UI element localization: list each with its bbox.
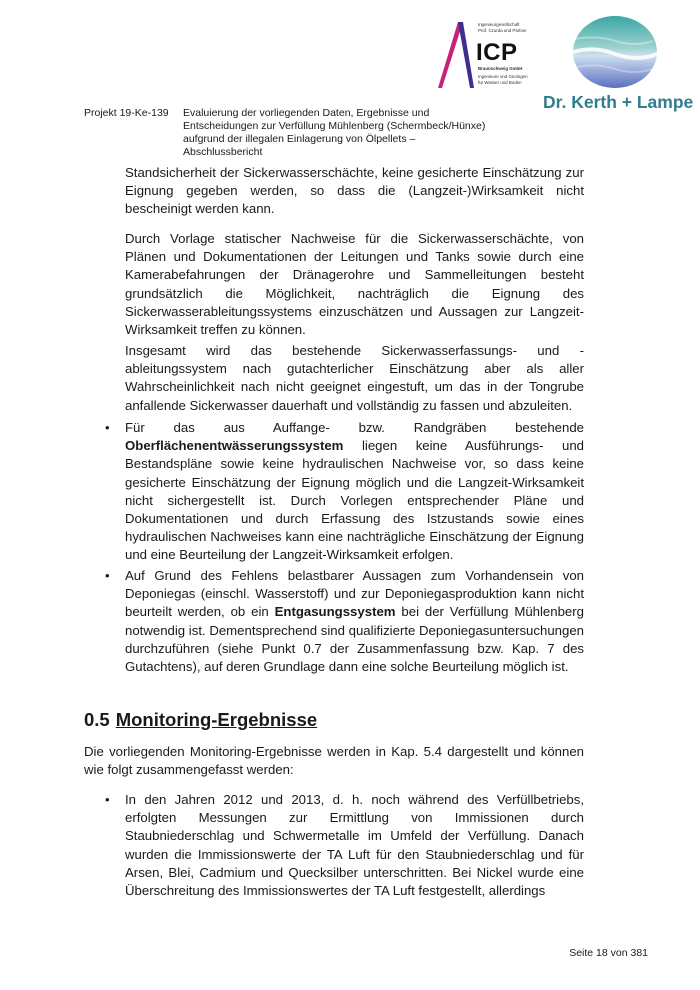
kerth-lampe-logo-mark [541,14,689,90]
icp-logo-top-line-1: Ingenieurgesellschaft [478,22,520,27]
paragraph-nachweise: Durch Vorlage statischer Nachweise für die Sickerwasserschächte, von Plänen und Dokumentationen der Leitungen und Tanks sowie durch eine Kamerabefahrungen der Dränagerohre und Sammelleitungen besteht grundsätzlich die Möglichkeit, nachträglich die Eignung des Sickerwasserableitungssystems einzuschätzen und Aussagen zur Langzeit-Wirksamkeit treffen zu können. [125,231,584,338]
section-heading [84,708,317,732]
icp-logo-bottom-line-1: Ingenieure und Geologen [478,74,528,79]
bullet1-text-after: liegen keine Ausführungs- und Bestandspläne sowie keine hydraulischen Nachweise vor, so dass keine gesicherte Einschätzung der Eignung möglich und die Langzeit-Wirksamkeit nicht sichergestellt ist. Durch Vorlegen entsprechender Pläne und Dokumentationen und durch Erfassung des Istzustands sowie eines hydraulischen Nachweises kann eine nachträgliche Einschätzung der Eignung und eine Beurteilung der Langzeit-Wirksamkeit erfolgen. [125,438,584,563]
bullet1-text-before: Für das aus Auffange- bzw. Randgräben bestehende [125,420,584,435]
bullet2-text-after: bei der Verfüllung Mühlenberg notwendig ist. Dementsprechend sind qualifizierte Deponiegasuntersuchungen durchzuführen (siehe Punkt 0.7 der Zusammenfassung bzw. Kap. 7 des Gutachtens), auf deren Grundlage dann eine solche Beurteilung möglich ist. [125,604,584,675]
header-description: Evaluierung der vorliegenden Daten, Ergebnisse und Entscheidungen zur Verfüllung Mühlenberg (Schermbeck/Hünxe) aufgrund der illegalen Einlagerung von Ölpellets – Abschlussbericht [183,107,486,158]
section-number: 0.5 [84,709,110,730]
icp-logo-brand: ICP [476,39,518,66]
bullet-marker-1: • [105,420,110,435]
bullet-marker-2: • [105,568,110,583]
icp-logo-bottom-line-2: für Wasser und Boden [478,80,522,85]
paragraph-standsicherheit: Standsicherheit der Sickerwasserschächte, keine gesicherte Einschätzung zur Eignung gegeben werden, so dass die (Langzeit-)Wirksamkeit nicht bescheinigt werden kann. [125,165,584,217]
bullet-oberflaechenentwaesserung [125,419,584,565]
page-number: Seite 18 von 381 [569,947,648,959]
paragraph-insgesamt: Insgesamt wird das bestehende Sickerwasserfassungs- und -ableitungssystem nach gutachterlicher Einschätzung aber als aller Wahrscheinlichkeit nach nicht geeignet eingestuft, um das in der Tongrube anfallende Sickerwasser dauerhaft und vollständig zu fassen und abzuleiten. [125,343,584,413]
bullet2-text-before: Auf Grund des Fehlens belastbarer Aussagen zum Vorhandensein von Deponiegas (einschl. Wasserstoff) und zur Deponiegasproduktion kann nicht beurteilt werden, ob ein [125,568,584,620]
icp-logo-sub: Braunschweig GmbH [478,66,523,71]
kerth-lampe-logo-text: Dr. Kerth + Lampe [543,92,694,112]
paragraph-monitoring-intro: Die vorliegenden Monitoring-Ergebnisse werden in Kap. 5.4 dargestellt und können wie folgt zusammengefasst werden: [84,744,584,778]
icp-logo [430,18,538,98]
bullet1-bold-term: Oberflächenentwässerungssystem [125,438,344,454]
bullet-marker-3: • [105,792,110,807]
section-title: Monitoring-Ergebnisse [115,709,318,730]
icp-logo-top-line-2: Prof. Czurda und Partner [478,28,527,33]
bullet-messungen-2012-2013: In den Jahren 2012 und 2013, d. h. noch während des Verfüllbetriebs, erfolgten Messungen zur Ermittlung von Immissionen durch Staubniederschlag und Schwermetalle im Umfeld der Verfüllung. Danach wurden die Immissionswerte der TA Luft für den Staubniederschlag und für Arsen, Blei, Cadmium und Quecksilber unterschritten. Bei Nickel wurde eine Überschreitung des Immissionswertes der TA Luft festgestellt, allerdings [125,792,584,899]
bullet-entgasungssystem [125,567,584,676]
header-project-number: Projekt 19-Ke-139 [84,107,169,119]
bullet2-bold-term: Entgasungssystem [274,604,396,620]
kerth-lampe-logo [541,14,694,116]
